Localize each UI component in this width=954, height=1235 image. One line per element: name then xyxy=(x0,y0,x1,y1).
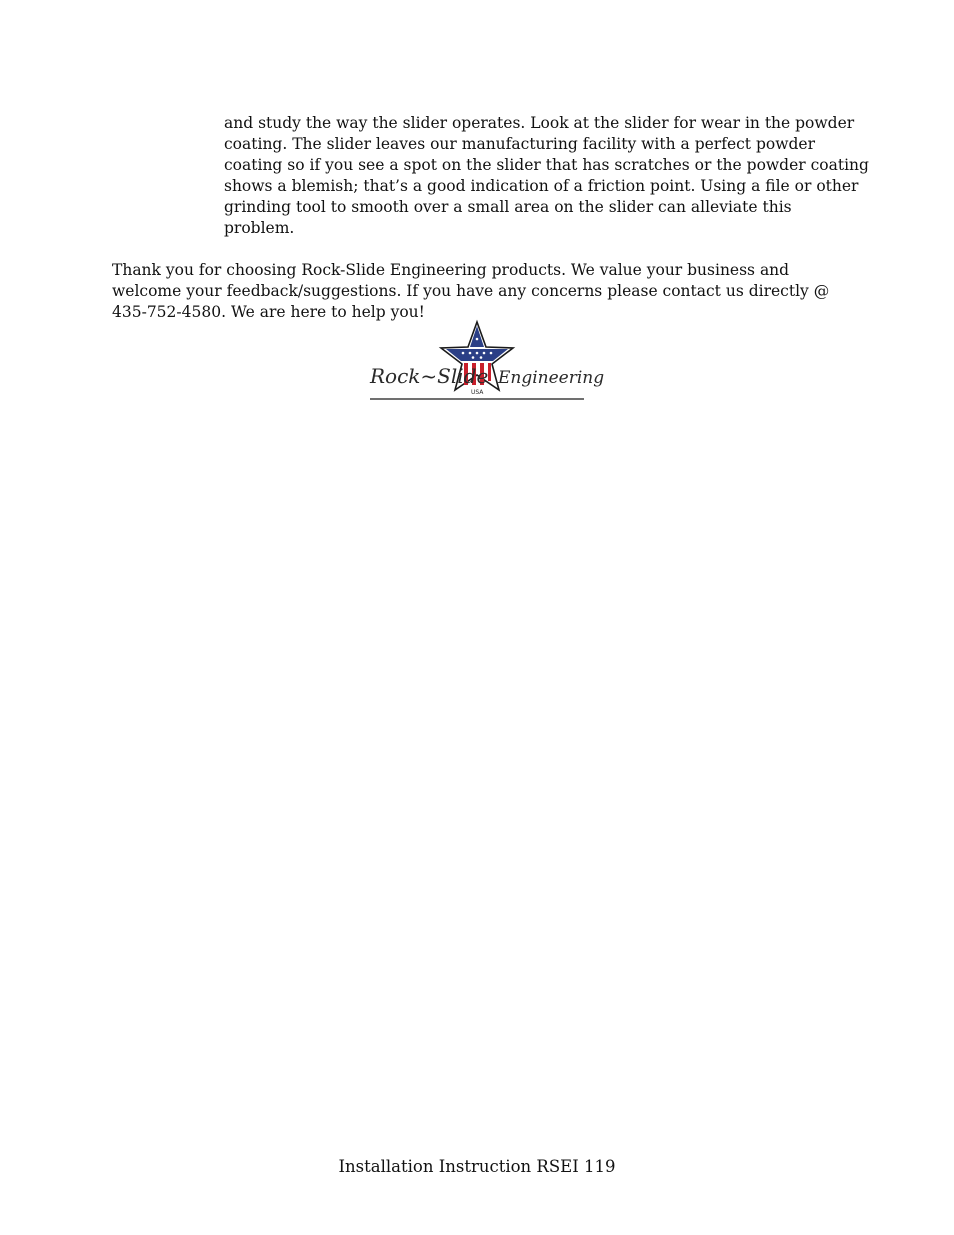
paragraph-line: grinding tool to smooth over a small area on the slider can alleviate this xyxy=(224,198,792,216)
company-logo xyxy=(368,320,605,402)
paragraph-line: problem. xyxy=(224,219,295,237)
instruction-paragraph xyxy=(224,113,869,239)
logo-right-word: Engineering xyxy=(498,368,605,388)
closing-line: 435-752-4580. We are here to help you! xyxy=(112,303,425,321)
closing-paragraph xyxy=(112,260,832,323)
page-footer: Installation Instruction RSEI 119 xyxy=(338,1157,616,1176)
rock-slide-star-logo-icon xyxy=(368,320,605,402)
closing-line: welcome your feedback/suggestions. If you have any concerns please contact us directly @ xyxy=(112,282,830,300)
paragraph-line: coating. The slider leaves our manufacturing facility with a perfect powder xyxy=(224,135,815,153)
logo-badge: USA xyxy=(471,389,484,396)
paragraph-line: shows a blemish; that’s a good indication of a friction point. Using a file or other xyxy=(224,177,859,195)
closing-line: Thank you for choosing Rock-Slide Engineering products. We value your business and xyxy=(112,261,790,279)
paragraph-line: and study the way the slider operates. Look at the slider for wear in the powder xyxy=(224,114,855,132)
logo-left-word: Rock~Slide xyxy=(370,364,489,388)
paragraph-line: coating so if you see a spot on the slider that has scratches or the powder coating xyxy=(224,156,869,174)
